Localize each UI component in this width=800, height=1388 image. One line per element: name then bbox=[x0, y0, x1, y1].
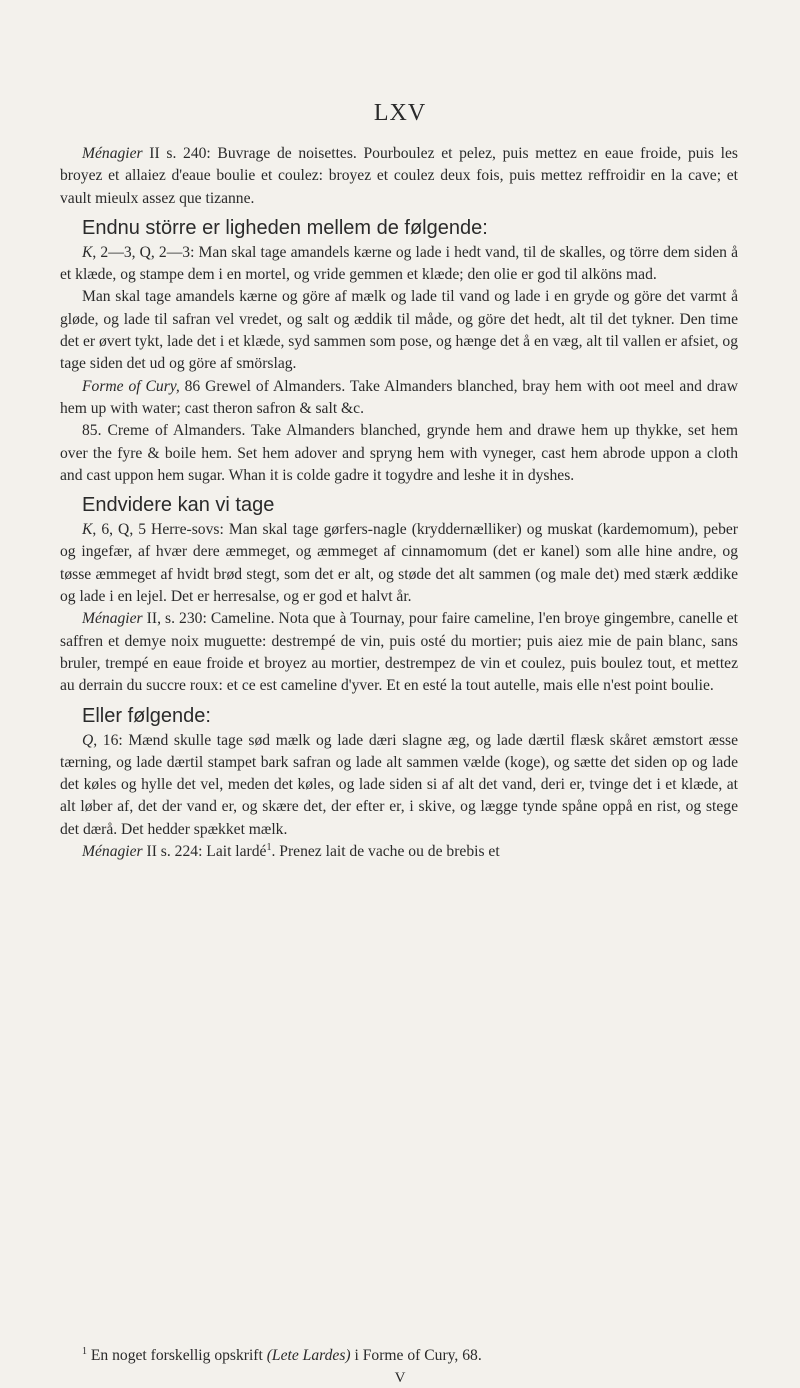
source-ref: Forme of Cury, bbox=[82, 377, 180, 395]
footnote: $^1$ En noget forskellig opskrift (Lete Lardes) i Forme of Cury, 68. bbox=[82, 1345, 482, 1364]
source-ref: Ménagier bbox=[82, 843, 143, 861]
paragraph-herre-sovs: K, 6, Q, 5 Herre-sovs: Man skal tage gørfers-nagle (kryddernælliker) og muskat (kardemomum), peber og ingefær, af hvær dere æmmeget, og æmmeget af cinnamomum (det er kanel) som alle hine andre, og tøsse æmmeget af hvidt brød stegt, som det er alt, og støde det alt sammen (og male det) med stærk æddike og lade i en lejel. Det er herresalse, og er god et halvt år. bbox=[60, 521, 738, 606]
source-ref: K bbox=[82, 243, 93, 261]
page-number: LXV bbox=[373, 100, 427, 126]
paragraph-menagier-240: Ménagier II s. 240: Buvrage de noisettes. Pourboulez et pelez, puis mettez en eaue froide, puis les broyez et allaiez d'eaue boulie et coulez: broyez et coulez deux fois, puis mettez reffroidir en la cave; et vault mieulx assez que tizanne. bbox=[60, 145, 738, 207]
source-ref: Ménagier bbox=[82, 145, 143, 162]
source-ref: Ménagier bbox=[82, 610, 143, 628]
paragraph-q-16: Q, 16: Mænd skulle tage sød mælk og lade dæri slagne æg, og lade dærtil flæsk skåret æmstort æsse tærning, og lade dærtil stampet bark safran og lade alt sammen vælde (koge), og sætte det siden op og lade det køles og hylle det vel, meden det køles, og lade siden si af alt det vand, deri er, tvinge det i et klæde, at alt løber af, det der vand er, og skære det, der efter er, i skive, og lægge tynde spåne oppå en rist, og stege det dærå. Det hedder spækket mælk. bbox=[60, 731, 738, 838]
body-text bbox=[60, 143, 738, 863]
section-heading: Eller følgende: bbox=[82, 704, 211, 727]
paragraph-lait-larde: Ménagier II s. 224: Lait lardé$^1$. Prenez lait de vache ou de brebis et bbox=[82, 841, 500, 861]
paragraph-forme-of-cury-86: Forme of Cury, 86 Grewel of Almanders. Take Almanders blanched, bray hem with oot meel and draw hem up with water; cast theron safron & salt &c. bbox=[60, 377, 738, 417]
signature-mark: V bbox=[394, 1370, 406, 1386]
footnote-number: 1 bbox=[82, 1345, 87, 1357]
source-ref: K bbox=[82, 521, 93, 539]
source-ref: (Lete Lardes) bbox=[266, 1347, 351, 1364]
paragraph-85-creme: 85. Creme of Almanders. Take Almanders blanched, grynde hem and drawe hem up thykke, set hem over the fyre & boile hem. Set hem adover and spryng hem with vyneger, cast hem abrode uppon a cloth and cast uppon hem sugar. Whan it is colde gadre it togydre and leshe it in dyshes. bbox=[60, 422, 738, 484]
section-heading: Endnu större er ligheden mellem de følgende: bbox=[82, 216, 488, 239]
footnote-reference: 1 bbox=[266, 841, 272, 853]
paragraph-almond-milk: Man skal tage amandels kærne og göre af mælk og lade til vand og lade i en gryde og göre det varmt å gløde, og lade til safran vel vredet, og salt og æddik til måde, og göre det hedt, alt til det tykner. Den time det er øvert tykt, lade det i et klæde, syd sammen som pose, og hænge det å en væg, alt til vallen er afsiet, og tage siden det ud og göre af smörslag. bbox=[60, 288, 738, 373]
paragraph-cameline: Ménagier II, s. 230: Cameline. Nota que à Tournay, pour faire cameline, l'en broye gingembre, canelle et saffren et demye noix muguette: destrempé de vin, puis osté du mortier; puis aiez mie de pain blanc, sans bruler, trempé en eaue froide et broyez au mortier, destrempez de vin et coulez, puis boulez tout, et mettez au derrain du succre roux: et ce est cameline d'yver. Et en esté la tout autelle, mais elle n'est point boulie. bbox=[60, 610, 738, 695]
section-heading: Endvidere kan vi tage bbox=[82, 494, 275, 517]
paragraph-k-2-3: K, 2—3, Q, 2—3: Man skal tage amandels kærne og lade i hedt vand, til de skalles, og törre dem siden å et klæde, og stampe dem i en mortel, og vride gemmen et klæde; den olie er god til alköns mad. bbox=[60, 243, 738, 284]
source-ref: Q bbox=[82, 731, 94, 749]
